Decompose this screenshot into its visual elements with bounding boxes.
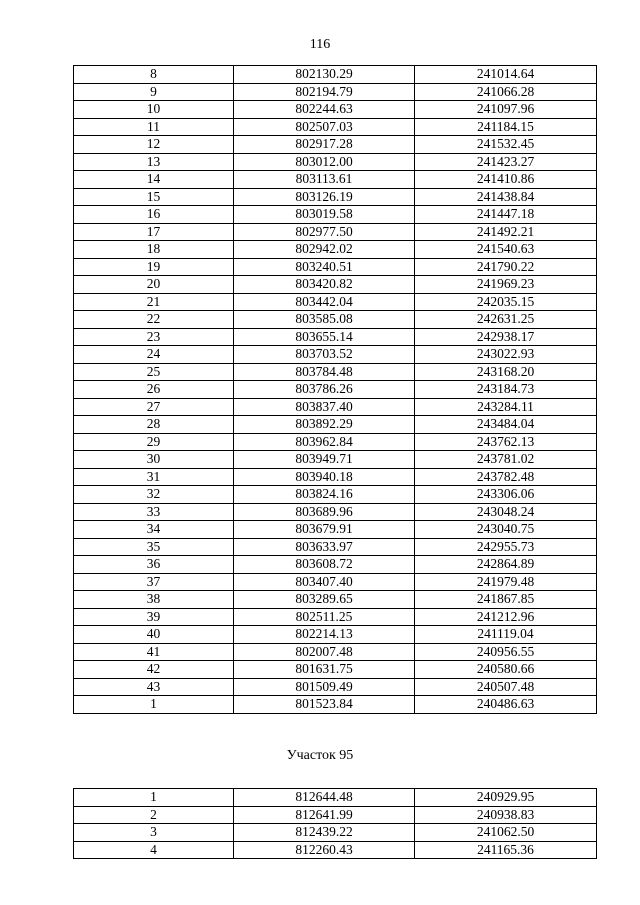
x-coordinate-cell: 803585.08	[234, 311, 415, 329]
table-row	[74, 293, 597, 311]
table-row	[74, 83, 597, 101]
y-coordinate-cell: 243048.24	[415, 503, 597, 521]
y-coordinate-cell: 243484.04	[415, 416, 597, 434]
table-row	[74, 346, 597, 364]
table-row	[74, 241, 597, 259]
point-number-cell: 31	[74, 468, 234, 486]
x-coordinate-cell: 802942.02	[234, 241, 415, 259]
y-coordinate-cell: 240507.48	[415, 678, 597, 696]
x-coordinate-cell: 803442.04	[234, 293, 415, 311]
table-row	[74, 556, 597, 574]
x-coordinate-cell: 803240.51	[234, 258, 415, 276]
y-coordinate-cell: 241447.18	[415, 206, 597, 224]
x-coordinate-cell: 812260.43	[234, 841, 415, 859]
x-coordinate-cell: 812641.99	[234, 806, 415, 824]
table-row	[74, 503, 597, 521]
point-number-cell: 15	[74, 188, 234, 206]
point-number-cell: 16	[74, 206, 234, 224]
point-number-cell: 38	[74, 591, 234, 609]
y-coordinate-cell: 240929.95	[415, 789, 597, 807]
x-coordinate-cell: 802511.25	[234, 608, 415, 626]
x-coordinate-cell: 803019.58	[234, 206, 415, 224]
x-coordinate-cell: 803113.61	[234, 171, 415, 189]
y-coordinate-cell: 242035.15	[415, 293, 597, 311]
x-coordinate-cell: 803655.14	[234, 328, 415, 346]
x-coordinate-cell: 801523.84	[234, 696, 415, 714]
x-coordinate-cell: 812644.48	[234, 789, 415, 807]
table-row	[74, 381, 597, 399]
y-coordinate-cell: 240486.63	[415, 696, 597, 714]
point-number-cell: 1	[74, 789, 234, 807]
x-coordinate-cell: 802244.63	[234, 101, 415, 119]
y-coordinate-cell: 241165.36	[415, 841, 597, 859]
x-coordinate-cell: 803962.84	[234, 433, 415, 451]
table-row	[74, 626, 597, 644]
x-coordinate-cell: 803940.18	[234, 468, 415, 486]
x-coordinate-cell: 803633.97	[234, 538, 415, 556]
point-number-cell: 34	[74, 521, 234, 539]
y-coordinate-cell: 243168.20	[415, 363, 597, 381]
table-row	[74, 806, 597, 824]
point-number-cell: 19	[74, 258, 234, 276]
point-number-cell: 12	[74, 136, 234, 154]
section-coordinates-table	[73, 788, 597, 859]
point-number-cell: 9	[74, 83, 234, 101]
table-row	[74, 153, 597, 171]
y-coordinate-cell: 241212.96	[415, 608, 597, 626]
table-row	[74, 789, 597, 807]
point-number-cell: 29	[74, 433, 234, 451]
point-number-cell: 14	[74, 171, 234, 189]
y-coordinate-cell: 241014.64	[415, 66, 597, 84]
table-row	[74, 451, 597, 469]
y-coordinate-cell: 243284.11	[415, 398, 597, 416]
point-number-cell: 27	[74, 398, 234, 416]
table-row	[74, 608, 597, 626]
x-coordinate-cell: 803012.00	[234, 153, 415, 171]
point-number-cell: 4	[74, 841, 234, 859]
x-coordinate-cell: 803407.40	[234, 573, 415, 591]
point-number-cell: 35	[74, 538, 234, 556]
y-coordinate-cell: 240938.83	[415, 806, 597, 824]
y-coordinate-cell: 241532.45	[415, 136, 597, 154]
point-number-cell: 21	[74, 293, 234, 311]
table-row	[74, 136, 597, 154]
point-number-cell: 30	[74, 451, 234, 469]
x-coordinate-cell: 802507.03	[234, 118, 415, 136]
y-coordinate-cell: 241969.23	[415, 276, 597, 294]
point-number-cell: 40	[74, 626, 234, 644]
x-coordinate-cell: 801631.75	[234, 661, 415, 679]
x-coordinate-cell: 803608.72	[234, 556, 415, 574]
point-number-cell: 37	[74, 573, 234, 591]
table-row	[74, 696, 597, 714]
point-number-cell: 33	[74, 503, 234, 521]
point-number-cell: 13	[74, 153, 234, 171]
table-row	[74, 328, 597, 346]
x-coordinate-cell: 802977.50	[234, 223, 415, 241]
x-coordinate-cell: 802194.79	[234, 83, 415, 101]
y-coordinate-cell: 242631.25	[415, 311, 597, 329]
y-coordinate-cell: 241492.21	[415, 223, 597, 241]
y-coordinate-cell: 241423.27	[415, 153, 597, 171]
y-coordinate-cell: 241066.28	[415, 83, 597, 101]
x-coordinate-cell: 803126.19	[234, 188, 415, 206]
section-coordinates-table-body	[74, 789, 597, 859]
table-row	[74, 841, 597, 859]
y-coordinate-cell: 240580.66	[415, 661, 597, 679]
y-coordinate-cell: 243184.73	[415, 381, 597, 399]
point-number-cell: 20	[74, 276, 234, 294]
y-coordinate-cell: 241540.63	[415, 241, 597, 259]
point-number-cell: 36	[74, 556, 234, 574]
coordinates-table	[73, 65, 597, 714]
table-row	[74, 66, 597, 84]
point-number-cell: 23	[74, 328, 234, 346]
coordinates-table-body	[74, 66, 597, 714]
y-coordinate-cell: 241184.15	[415, 118, 597, 136]
x-coordinate-cell: 803289.65	[234, 591, 415, 609]
y-coordinate-cell: 243306.06	[415, 486, 597, 504]
table-row	[74, 363, 597, 381]
section-title: Участок 95	[286, 748, 354, 763]
point-number-cell: 24	[74, 346, 234, 364]
y-coordinate-cell: 242955.73	[415, 538, 597, 556]
y-coordinate-cell: 241097.96	[415, 101, 597, 119]
x-coordinate-cell: 812439.22	[234, 824, 415, 842]
point-number-cell: 28	[74, 416, 234, 434]
x-coordinate-cell: 803689.96	[234, 503, 415, 521]
point-number-cell: 41	[74, 643, 234, 661]
x-coordinate-cell: 803949.71	[234, 451, 415, 469]
point-number-cell: 42	[74, 661, 234, 679]
y-coordinate-cell: 241979.48	[415, 573, 597, 591]
point-number-cell: 22	[74, 311, 234, 329]
x-coordinate-cell: 802917.28	[234, 136, 415, 154]
point-number-cell: 32	[74, 486, 234, 504]
table-row	[74, 118, 597, 136]
table-row	[74, 538, 597, 556]
y-coordinate-cell: 242938.17	[415, 328, 597, 346]
x-coordinate-cell: 803837.40	[234, 398, 415, 416]
x-coordinate-cell: 803824.16	[234, 486, 415, 504]
table-row	[74, 258, 597, 276]
point-number-cell: 8	[74, 66, 234, 84]
point-number-cell: 26	[74, 381, 234, 399]
x-coordinate-cell: 803420.82	[234, 276, 415, 294]
table-row	[74, 468, 597, 486]
x-coordinate-cell: 803703.52	[234, 346, 415, 364]
x-coordinate-cell: 803679.91	[234, 521, 415, 539]
point-number-cell: 1	[74, 696, 234, 714]
y-coordinate-cell: 243040.75	[415, 521, 597, 539]
point-number-cell: 39	[74, 608, 234, 626]
y-coordinate-cell: 243782.48	[415, 468, 597, 486]
table-row	[74, 188, 597, 206]
table-row	[74, 171, 597, 189]
y-coordinate-cell: 242864.89	[415, 556, 597, 574]
y-coordinate-cell: 241119.04	[415, 626, 597, 644]
point-number-cell: 43	[74, 678, 234, 696]
y-coordinate-cell: 241062.50	[415, 824, 597, 842]
table-row	[74, 573, 597, 591]
table-row	[74, 661, 597, 679]
point-number-cell: 11	[74, 118, 234, 136]
y-coordinate-cell: 243762.13	[415, 433, 597, 451]
x-coordinate-cell: 802007.48	[234, 643, 415, 661]
table-row	[74, 101, 597, 119]
table-row	[74, 486, 597, 504]
x-coordinate-cell: 802130.29	[234, 66, 415, 84]
y-coordinate-cell: 241410.86	[415, 171, 597, 189]
x-coordinate-cell: 803892.29	[234, 416, 415, 434]
table-row	[74, 398, 597, 416]
point-number-cell: 3	[74, 824, 234, 842]
point-number-cell: 17	[74, 223, 234, 241]
table-row	[74, 206, 597, 224]
table-row	[74, 311, 597, 329]
point-number-cell: 10	[74, 101, 234, 119]
table-row	[74, 591, 597, 609]
point-number-cell: 25	[74, 363, 234, 381]
y-coordinate-cell: 241790.22	[415, 258, 597, 276]
table-row	[74, 678, 597, 696]
y-coordinate-cell: 241867.85	[415, 591, 597, 609]
table-row	[74, 521, 597, 539]
point-number-cell: 2	[74, 806, 234, 824]
x-coordinate-cell: 803784.48	[234, 363, 415, 381]
x-coordinate-cell: 803786.26	[234, 381, 415, 399]
y-coordinate-cell: 243781.02	[415, 451, 597, 469]
table-row	[74, 416, 597, 434]
point-number-cell: 18	[74, 241, 234, 259]
y-coordinate-cell: 241438.84	[415, 188, 597, 206]
x-coordinate-cell: 802214.13	[234, 626, 415, 644]
table-row	[74, 433, 597, 451]
x-coordinate-cell: 801509.49	[234, 678, 415, 696]
table-row	[74, 643, 597, 661]
page-number: 116	[309, 37, 331, 52]
table-row	[74, 223, 597, 241]
table-row	[74, 824, 597, 842]
y-coordinate-cell: 240956.55	[415, 643, 597, 661]
y-coordinate-cell: 243022.93	[415, 346, 597, 364]
table-row	[74, 276, 597, 294]
